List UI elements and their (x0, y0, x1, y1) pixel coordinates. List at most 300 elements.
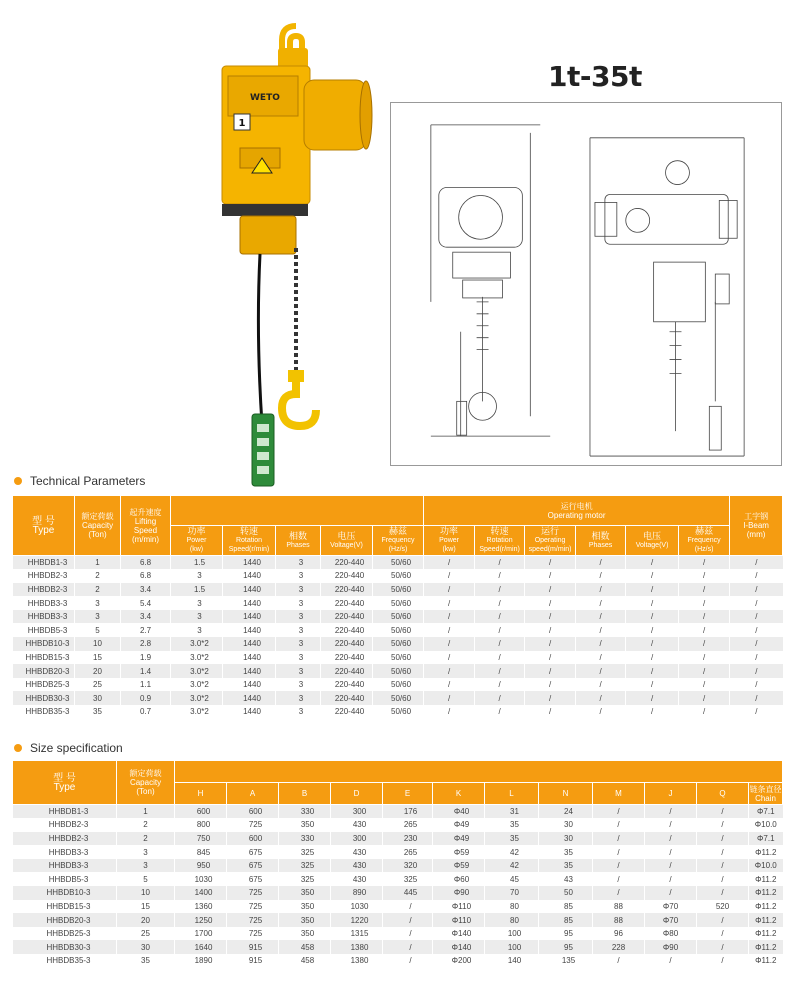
table-cell: / (626, 651, 679, 665)
table-cell: HHBDB2-3 (13, 818, 117, 832)
subcol-label: Voltage(V) (330, 541, 363, 549)
table-cell: 2.7 (121, 623, 171, 637)
table-cell: Φ7.1 (749, 832, 783, 846)
table-cell: HHBDB10-3 (13, 637, 75, 651)
table-cell: / (475, 651, 525, 665)
chain-label-en: Chain (755, 793, 776, 803)
table-row (13, 596, 783, 610)
table-cell: 35 (485, 832, 539, 846)
table-cell: / (576, 678, 626, 692)
table-cell: Φ140 (433, 927, 485, 941)
table-cell: 1220 (331, 913, 383, 927)
table-cell: / (730, 705, 783, 719)
table-cell: 915 (227, 940, 279, 954)
table-cell: 220-440 (321, 691, 373, 705)
table-cell: / (679, 651, 730, 665)
table-cell: HHBDB2-3 (13, 583, 75, 597)
table-cell: / (576, 569, 626, 583)
table-cell: / (697, 927, 749, 941)
table-cell: 220-440 (321, 678, 373, 692)
dimension-col-header: K (433, 783, 485, 805)
table-cell: / (593, 818, 645, 832)
subcol-label: 电压 (337, 530, 356, 541)
table-cell: / (679, 705, 730, 719)
table-cell: Φ49 (433, 818, 485, 832)
table-cell: 458 (279, 954, 331, 968)
table-cell: 3 (276, 623, 321, 637)
col-chain (749, 783, 783, 805)
table-cell: 1440 (223, 610, 276, 624)
table-row (13, 872, 783, 886)
table-cell: 350 (279, 927, 331, 941)
size-specification-table (12, 760, 783, 968)
table-cell: / (576, 637, 626, 651)
table-cell: Φ11.2 (749, 954, 783, 968)
table-cell: 1380 (331, 954, 383, 968)
table-cell: / (424, 623, 475, 637)
table-cell: / (424, 651, 475, 665)
table-cell: 1440 (223, 623, 276, 637)
size-specification-heading (14, 741, 123, 755)
table-cell: / (697, 886, 749, 900)
table-row (13, 623, 783, 637)
table-cell: / (626, 610, 679, 624)
table-cell: 1440 (223, 596, 276, 610)
table-cell: 3 (276, 651, 321, 665)
table-cell: 675 (227, 872, 279, 886)
table-row (13, 691, 783, 705)
table-cell: / (645, 886, 697, 900)
table-cell: 6.8 (121, 556, 171, 570)
table-cell: / (593, 832, 645, 846)
table-cell: / (576, 651, 626, 665)
table-cell: 50/60 (373, 569, 424, 583)
table-cell: 3 (276, 556, 321, 570)
table-cell: 220-440 (321, 610, 373, 624)
table-cell: Φ10.0 (749, 818, 783, 832)
table-cell: HHBDB3-3 (13, 845, 117, 859)
table-row (13, 913, 783, 927)
table-cell: / (679, 664, 730, 678)
table-cell: / (475, 664, 525, 678)
table-cell: / (525, 583, 576, 597)
table-row (13, 610, 783, 624)
bullet-dot-icon (14, 744, 22, 752)
col-type: 型 号 Type (13, 761, 117, 805)
table-cell: 5 (117, 872, 175, 886)
table-cell: HHBDB15-3 (13, 651, 75, 665)
table-cell: 3.0*2 (171, 664, 223, 678)
table-cell: 50/60 (373, 637, 424, 651)
table-cell: 3 (117, 845, 175, 859)
table-cell: 3 (276, 583, 321, 597)
table-cell: HHBDB5-3 (13, 872, 117, 886)
table-cell: 30 (539, 832, 593, 846)
col-lifting-speed: 起升速度 Lifting Speed (m/min) (121, 496, 171, 556)
table-cell: 80 (485, 913, 539, 927)
table-cell: / (525, 678, 576, 692)
table-cell: / (626, 664, 679, 678)
table-cell: 10 (117, 886, 175, 900)
table-cell: / (424, 705, 475, 719)
dimension-col-header: D (331, 783, 383, 805)
table-cell: / (576, 705, 626, 719)
table-cell: / (424, 678, 475, 692)
table-cell: / (424, 569, 475, 583)
table-cell: 96 (593, 927, 645, 941)
table-cell: 50 (539, 886, 593, 900)
table-cell: 220-440 (321, 705, 373, 719)
col-capacity: 额定荷载 Capacity (Ton) (75, 496, 121, 556)
table-cell: / (525, 651, 576, 665)
table-cell: / (730, 596, 783, 610)
table-cell: / (679, 596, 730, 610)
table-cell: 15 (117, 900, 175, 914)
table-cell: 135 (539, 954, 593, 968)
table-cell: 25 (75, 678, 121, 692)
table-cell: 1250 (175, 913, 227, 927)
table-cell: 1440 (223, 691, 276, 705)
table-cell: / (697, 913, 749, 927)
table-row (13, 859, 783, 873)
table-cell: / (525, 623, 576, 637)
table-cell: Φ11.2 (749, 845, 783, 859)
table-cell: 3.0*2 (171, 705, 223, 719)
table-cell: Φ110 (433, 913, 485, 927)
subcol-label: 赫兹 (695, 526, 714, 536)
table-cell: Φ200 (433, 954, 485, 968)
table-cell: 50/60 (373, 583, 424, 597)
table-row (13, 900, 783, 914)
table-cell: / (697, 954, 749, 968)
table-cell: / (475, 691, 525, 705)
table-cell: 31 (485, 805, 539, 819)
col-dimensions-blank (175, 761, 783, 783)
table-row (13, 845, 783, 859)
table-cell: / (576, 596, 626, 610)
col-capacity: 额定荷载 Capacity (Ton) (117, 761, 175, 805)
table-cell: 220-440 (321, 623, 373, 637)
table-cell: / (645, 818, 697, 832)
table-cell: 3.0*2 (171, 651, 223, 665)
table-cell: / (424, 583, 475, 597)
table-cell: HHBDB35-3 (13, 954, 117, 968)
table-cell: 220-440 (321, 583, 373, 597)
table-cell: 95 (539, 940, 593, 954)
table-cell: / (593, 886, 645, 900)
table-cell: HHBDB35-3 (13, 705, 75, 719)
table-cell: / (626, 705, 679, 719)
table-cell: / (424, 637, 475, 651)
table-cell: / (626, 569, 679, 583)
table-cell: 1 (117, 805, 175, 819)
table-cell: 80 (485, 900, 539, 914)
table-cell: 2 (75, 569, 121, 583)
subcol-label: 赫兹 (389, 526, 408, 536)
table-cell: Φ90 (433, 886, 485, 900)
table-cell: 1700 (175, 927, 227, 941)
subcol-label: Frequency (381, 537, 415, 544)
table-cell: / (424, 610, 475, 624)
table-cell: 675 (227, 859, 279, 873)
table-cell: 5 (75, 623, 121, 637)
table-cell: 3 (171, 610, 223, 624)
table-cell: / (679, 678, 730, 692)
table-cell: 3 (276, 664, 321, 678)
table-cell: 1315 (331, 927, 383, 941)
table-cell: / (645, 872, 697, 886)
table-cell: 3 (171, 569, 223, 583)
table-cell: 1440 (223, 678, 276, 692)
table-cell: 325 (279, 872, 331, 886)
subcol-label: Power (439, 537, 459, 544)
table-cell: 1 (75, 556, 121, 570)
table-cell: 520 (697, 900, 749, 914)
col-type: 型 号 Type (13, 496, 75, 556)
table-cell: / (697, 805, 749, 819)
subcol-label: 相数 (288, 530, 307, 541)
section-title: Size specification (30, 741, 123, 755)
dimension-col-header: B (279, 783, 331, 805)
table-cell: 600 (227, 832, 279, 846)
table-cell: / (730, 610, 783, 624)
table-cell: 50/60 (373, 623, 424, 637)
table-cell: 5.4 (121, 596, 171, 610)
table-cell: 20 (117, 913, 175, 927)
subcol-label: Frequency (687, 537, 721, 544)
table-cell: / (383, 940, 433, 954)
table-cell: 220-440 (321, 596, 373, 610)
table-cell: 220-440 (321, 556, 373, 570)
table-cell: 3 (276, 596, 321, 610)
table-cell: Φ70 (645, 913, 697, 927)
table-cell: 1440 (223, 705, 276, 719)
col-ibeam: 工字钢 I-Beam (mm) (730, 496, 783, 556)
table-cell: / (424, 596, 475, 610)
table-cell: 50/60 (373, 664, 424, 678)
table-cell: 3 (117, 859, 175, 873)
table-cell: / (475, 569, 525, 583)
subcol-header (475, 526, 525, 556)
table-cell: Φ11.2 (749, 940, 783, 954)
col-hoist-blank (171, 496, 424, 526)
table-cell: 0.7 (121, 705, 171, 719)
table-cell: / (697, 940, 749, 954)
table-cell: 3 (75, 596, 121, 610)
table-cell: 430 (331, 859, 383, 873)
table-cell: 725 (227, 886, 279, 900)
table-cell: / (424, 664, 475, 678)
table-cell: 220-440 (321, 664, 373, 678)
table-cell: / (576, 623, 626, 637)
table-cell: 35 (75, 705, 121, 719)
subcol-header (373, 526, 424, 556)
table-cell: 85 (539, 913, 593, 927)
table-cell: Φ59 (433, 845, 485, 859)
table-cell: 600 (175, 805, 227, 819)
dimension-col-header: M (593, 783, 645, 805)
table-cell: Φ11.2 (749, 927, 783, 941)
table-cell: 3 (171, 596, 223, 610)
subcol-label: Speed(r/min) (479, 546, 520, 553)
subcol-label: 功率 (187, 526, 206, 536)
table-cell: 3.0*2 (171, 691, 223, 705)
table-cell: 3 (276, 637, 321, 651)
table-cell: HHBDB30-3 (13, 940, 117, 954)
table-cell: 100 (485, 927, 539, 941)
table-cell: 230 (383, 832, 433, 846)
subcol-header (276, 526, 321, 556)
table-cell: 50/60 (373, 610, 424, 624)
table-cell: 3 (276, 610, 321, 624)
table-cell: 300 (331, 832, 383, 846)
subcol-label: (Hz/s) (694, 546, 714, 553)
table-cell: / (679, 637, 730, 651)
table-cell: 176 (383, 805, 433, 819)
table-cell: 228 (593, 940, 645, 954)
table-cell: 3.0*2 (171, 678, 223, 692)
table-cell: / (679, 623, 730, 637)
table-cell: / (593, 954, 645, 968)
table-cell: / (475, 556, 525, 570)
table-cell: HHBDB3-3 (13, 596, 75, 610)
table-cell: 430 (331, 845, 383, 859)
table-row (13, 954, 783, 968)
table-cell: 458 (279, 940, 331, 954)
table-cell: Φ110 (433, 900, 485, 914)
table-cell: 725 (227, 927, 279, 941)
table-cell: 35 (539, 859, 593, 873)
table-cell: / (645, 859, 697, 873)
table-cell: HHBDB3-3 (13, 859, 117, 873)
table-cell: HHBDB20-3 (13, 913, 117, 927)
table-cell: 45 (485, 872, 539, 886)
table-cell: / (424, 556, 475, 570)
dimension-col-header: E (383, 783, 433, 805)
subcol-header (626, 526, 679, 556)
subcol-label: 电压 (643, 530, 662, 541)
table-cell: / (730, 651, 783, 665)
table-cell: 725 (227, 913, 279, 927)
table-cell: / (576, 583, 626, 597)
table-cell: Φ10.0 (749, 859, 783, 873)
table-cell: / (475, 678, 525, 692)
table-cell: HHBDB15-3 (13, 900, 117, 914)
table-cell: HHBDB30-3 (13, 691, 75, 705)
table-cell: 320 (383, 859, 433, 873)
table-cell: 220-440 (321, 651, 373, 665)
table-cell: Φ60 (433, 872, 485, 886)
table-cell: 265 (383, 845, 433, 859)
table-cell: / (679, 610, 730, 624)
table-cell: / (697, 845, 749, 859)
subcol-header (321, 526, 373, 556)
table-cell: 2 (117, 818, 175, 832)
table-cell: 445 (383, 886, 433, 900)
table-cell: / (626, 583, 679, 597)
table-cell: HHBDB25-3 (13, 927, 117, 941)
table-cell: / (730, 637, 783, 651)
subcol-label: Speed(r/min) (228, 546, 270, 553)
table-cell: / (730, 678, 783, 692)
table-cell: / (679, 691, 730, 705)
table-cell: / (525, 569, 576, 583)
table-cell: 2 (75, 583, 121, 597)
table-cell: 35 (539, 845, 593, 859)
table-cell: / (475, 623, 525, 637)
table-cell: 350 (279, 818, 331, 832)
subcol-label: 相数 (591, 530, 610, 541)
table-cell: 50/60 (373, 705, 424, 719)
table-cell: HHBDB25-3 (13, 678, 75, 692)
table-cell: / (576, 556, 626, 570)
table-cell: / (626, 678, 679, 692)
table-cell: 3 (276, 705, 321, 719)
table-cell: 50/60 (373, 596, 424, 610)
table-cell: / (645, 845, 697, 859)
table-cell: 1.5 (171, 583, 223, 597)
table-cell: / (730, 664, 783, 678)
table-cell: 2.8 (121, 637, 171, 651)
dimension-col-header: A (227, 783, 279, 805)
table-cell: / (645, 832, 697, 846)
table-cell: 675 (227, 845, 279, 859)
table-cell: 3 (276, 691, 321, 705)
table-cell: 1440 (223, 664, 276, 678)
table-cell: 265 (383, 818, 433, 832)
table-row (13, 556, 783, 570)
table-cell: 350 (279, 886, 331, 900)
table-cell: 50/60 (373, 678, 424, 692)
table-cell: 1440 (223, 651, 276, 665)
table-cell: / (730, 556, 783, 570)
hoist-product-image (200, 18, 380, 488)
table-cell: / (593, 872, 645, 886)
table-cell: 3 (276, 569, 321, 583)
dimension-col-header: H (175, 783, 227, 805)
table-row (13, 805, 783, 819)
bullet-dot-icon (14, 477, 22, 485)
subcol-label: (Hz/s) (388, 546, 408, 553)
table-cell: HHBDB2-3 (13, 832, 117, 846)
subcol-header (525, 526, 576, 556)
table-cell: 50/60 (373, 691, 424, 705)
table-cell: / (525, 556, 576, 570)
table-cell: HHBDB20-3 (13, 664, 75, 678)
technical-parameters-table (12, 495, 783, 719)
table-cell: / (576, 610, 626, 624)
table-cell: 325 (279, 845, 331, 859)
table-cell: 1.4 (121, 664, 171, 678)
table-row (13, 940, 783, 954)
table-cell: 1.9 (121, 651, 171, 665)
table-cell: 1440 (223, 583, 276, 597)
table-cell: 6.8 (121, 569, 171, 583)
table-cell: / (645, 954, 697, 968)
col-operating-motor: 运行电机 Operating motor (424, 496, 730, 526)
table-cell: 3 (276, 678, 321, 692)
table-row (13, 818, 783, 832)
table-cell: 845 (175, 845, 227, 859)
subcol-label: Phases (286, 541, 310, 549)
table-cell: HHBDB1-3 (13, 805, 117, 819)
table-row (13, 569, 783, 583)
subcol-label: (kw) (442, 546, 456, 553)
table-cell: / (626, 623, 679, 637)
table-cell: / (626, 691, 679, 705)
table-cell: 220-440 (321, 569, 373, 583)
table-cell: / (679, 569, 730, 583)
